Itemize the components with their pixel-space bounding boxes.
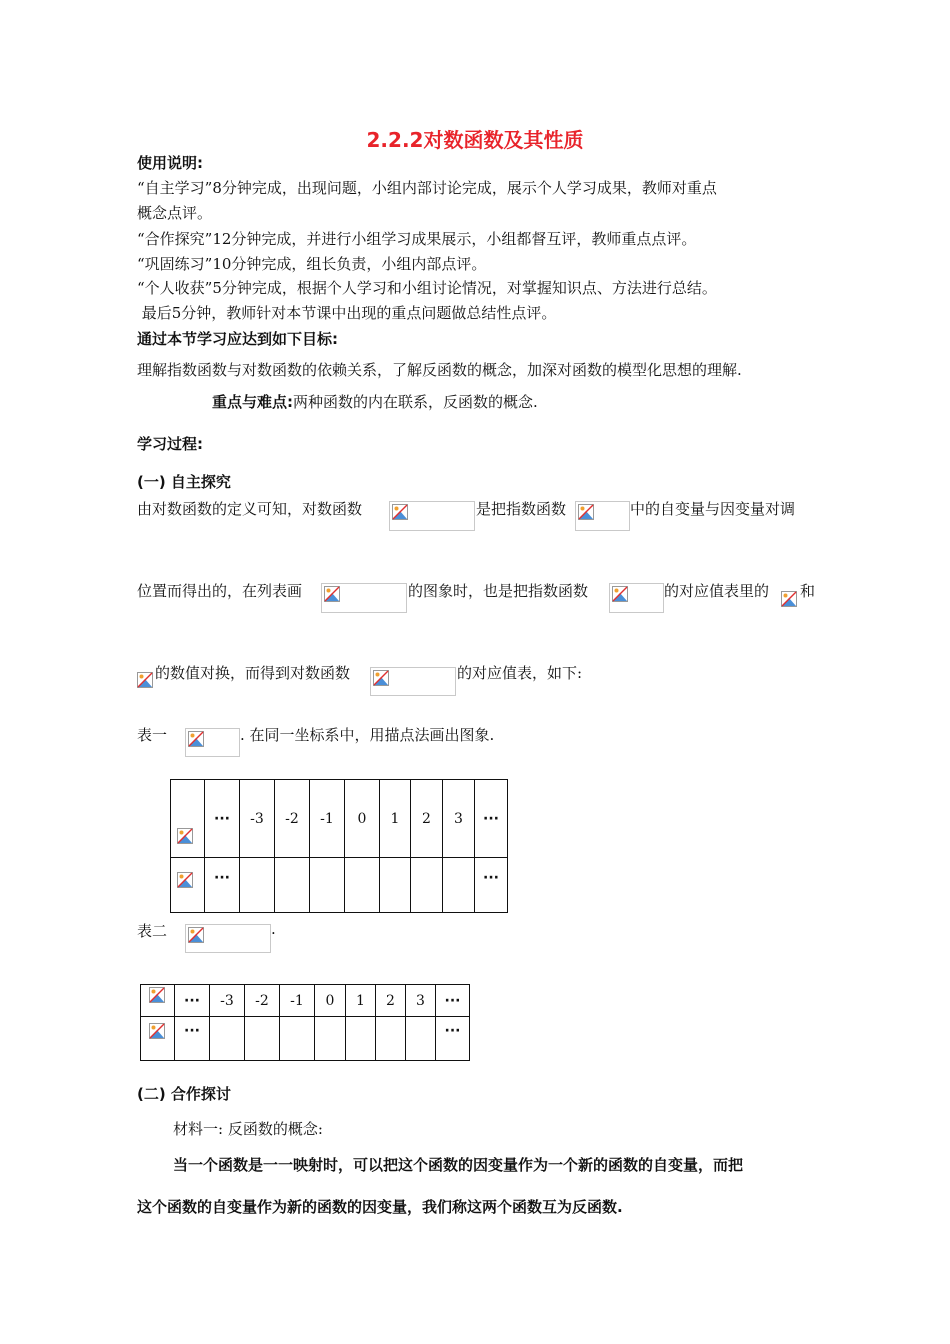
table-row	[141, 1017, 470, 1061]
table-cell	[240, 858, 275, 913]
table-cell: ···	[205, 780, 240, 858]
section1-text: 和	[800, 582, 816, 600]
table-cell: ···	[436, 1017, 470, 1061]
table-cell: -3	[240, 780, 275, 858]
key-points-text: 两种函数的内在联系，反函数的概念.	[293, 393, 538, 411]
table-cell	[141, 985, 175, 1017]
table-cell	[171, 858, 205, 913]
table-cell: 2	[411, 780, 443, 858]
broken-image-icon	[392, 504, 408, 520]
broken-image-icon	[177, 828, 193, 844]
table-cell	[345, 858, 380, 913]
table-row	[171, 780, 508, 858]
table-cell	[380, 858, 411, 913]
key-points	[212, 391, 538, 412]
broken-image-icon	[578, 504, 594, 520]
table-cell: ···	[175, 1017, 210, 1061]
definition-text: 当一个函数是一一映射时，可以把这个函数的因变量作为一个新的函数的自变量，而把	[173, 1156, 744, 1174]
broken-image-icon	[188, 927, 204, 943]
table-row	[141, 985, 470, 1017]
table1-label: 表一	[137, 726, 168, 744]
broken-image-icon	[188, 731, 204, 747]
formula-image	[137, 670, 155, 692]
instruction-line: 概念点评。	[137, 204, 213, 222]
formula-image	[781, 589, 799, 608]
table-cell	[210, 1017, 245, 1061]
broken-image-icon	[781, 591, 797, 607]
table-cell: 0	[345, 780, 380, 858]
section2-heading: (二) 合作探讨	[137, 1085, 231, 1103]
section1-text: 中的自变量与因变量对调	[630, 500, 796, 518]
table-cell: 3	[443, 780, 475, 858]
definition-text: 这个函数的自变量作为新的函数的因变量，我们称这两个函数互为反函数.	[137, 1198, 623, 1216]
table-cell: ···	[475, 858, 508, 913]
table-cell	[275, 858, 310, 913]
table-cell: ···	[205, 858, 240, 913]
broken-image-icon	[324, 586, 340, 602]
table-cell	[406, 1017, 436, 1061]
table-cell	[411, 858, 443, 913]
table-cell	[141, 1017, 175, 1061]
goals-text: 理解指数函数与对数函数的依赖关系，了解反函数的概念，加深对函数的模型化思想的理解.	[137, 361, 742, 379]
table2-caption: .	[271, 920, 276, 938]
formula-image	[609, 583, 664, 613]
instruction-line: “巩固练习”10分钟完成，组长负责，小组内部点评。	[137, 255, 487, 273]
table-cell: 3	[406, 985, 436, 1017]
instruction-line: “个人收获”5分钟完成，根据个人学习和小组讨论情况，对掌握知识点、方法进行总结。	[137, 279, 717, 297]
table-cell: -3	[210, 985, 245, 1017]
instruction-line: 最后5分钟，教师针对本节课中出现的重点问题做总结性点评。	[137, 304, 557, 322]
broken-image-icon	[373, 670, 389, 686]
key-points-label: 重点与难点:	[212, 393, 293, 411]
table-cell: 1	[380, 780, 411, 858]
table-cell: ···	[436, 985, 470, 1017]
broken-image-icon	[149, 1023, 165, 1039]
goals-heading: 通过本节学习应达到如下目标:	[137, 330, 338, 348]
table-cell	[245, 1017, 280, 1061]
table-cell	[443, 858, 475, 913]
formula-image	[185, 728, 240, 757]
table-cell: 0	[315, 985, 346, 1017]
section1-heading: (一) 自主探究	[137, 473, 231, 491]
table-cell: -1	[310, 780, 345, 858]
table-cell: -2	[245, 985, 280, 1017]
value-table-2	[140, 984, 470, 1061]
table-cell	[315, 1017, 346, 1061]
broken-image-icon	[177, 872, 193, 888]
table-cell: ···	[175, 985, 210, 1017]
table-cell	[310, 858, 345, 913]
table-cell	[376, 1017, 406, 1061]
table-cell: -2	[275, 780, 310, 858]
broken-image-icon	[149, 987, 165, 1003]
formula-image	[321, 583, 407, 613]
table1-caption: . 在同一坐标系中，用描点法画出图象.	[240, 726, 495, 744]
section1-text: 位置而得出的，在列表画	[137, 582, 303, 600]
formula-image	[370, 667, 456, 696]
table-cell	[280, 1017, 315, 1061]
section1-text: 由对数函数的定义可知，对数函数	[137, 500, 363, 518]
instruction-line: “自主学习”8分钟完成，出现问题，小组内部讨论完成，展示个人学习成果，教师对重点	[137, 179, 717, 197]
table-cell: 2	[376, 985, 406, 1017]
section1-text: 的对应值表里的	[664, 582, 770, 600]
process-heading: 学习过程:	[137, 435, 203, 453]
section1-text: 的数值对换，而得到对数函数	[155, 664, 351, 682]
section1-text: 是把指数函数	[476, 500, 567, 518]
formula-image	[389, 501, 475, 531]
table-cell	[171, 780, 205, 858]
material-label: 材料一: 反函数的概念:	[173, 1120, 323, 1138]
table-cell: 1	[346, 985, 376, 1017]
section1-text: 的对应值表，如下:	[457, 664, 583, 682]
value-table-1	[170, 779, 508, 913]
broken-image-icon	[612, 586, 628, 602]
instructions-heading: 使用说明:	[137, 154, 203, 172]
formula-image	[575, 501, 630, 531]
table-row	[171, 858, 508, 913]
page-title: 2.2.2对数函数及其性质	[366, 128, 584, 152]
formula-image	[185, 924, 271, 953]
table-cell: -1	[280, 985, 315, 1017]
table-cell	[346, 1017, 376, 1061]
table2-label: 表二	[137, 922, 168, 940]
broken-image-icon	[137, 672, 153, 688]
table-cell: ···	[475, 780, 508, 858]
instruction-line: “合作探究”12分钟完成，并进行小组学习成果展示，小组都督互评，教师重点点评。	[137, 230, 697, 248]
section1-text: 的图象时，也是把指数函数	[408, 582, 589, 600]
